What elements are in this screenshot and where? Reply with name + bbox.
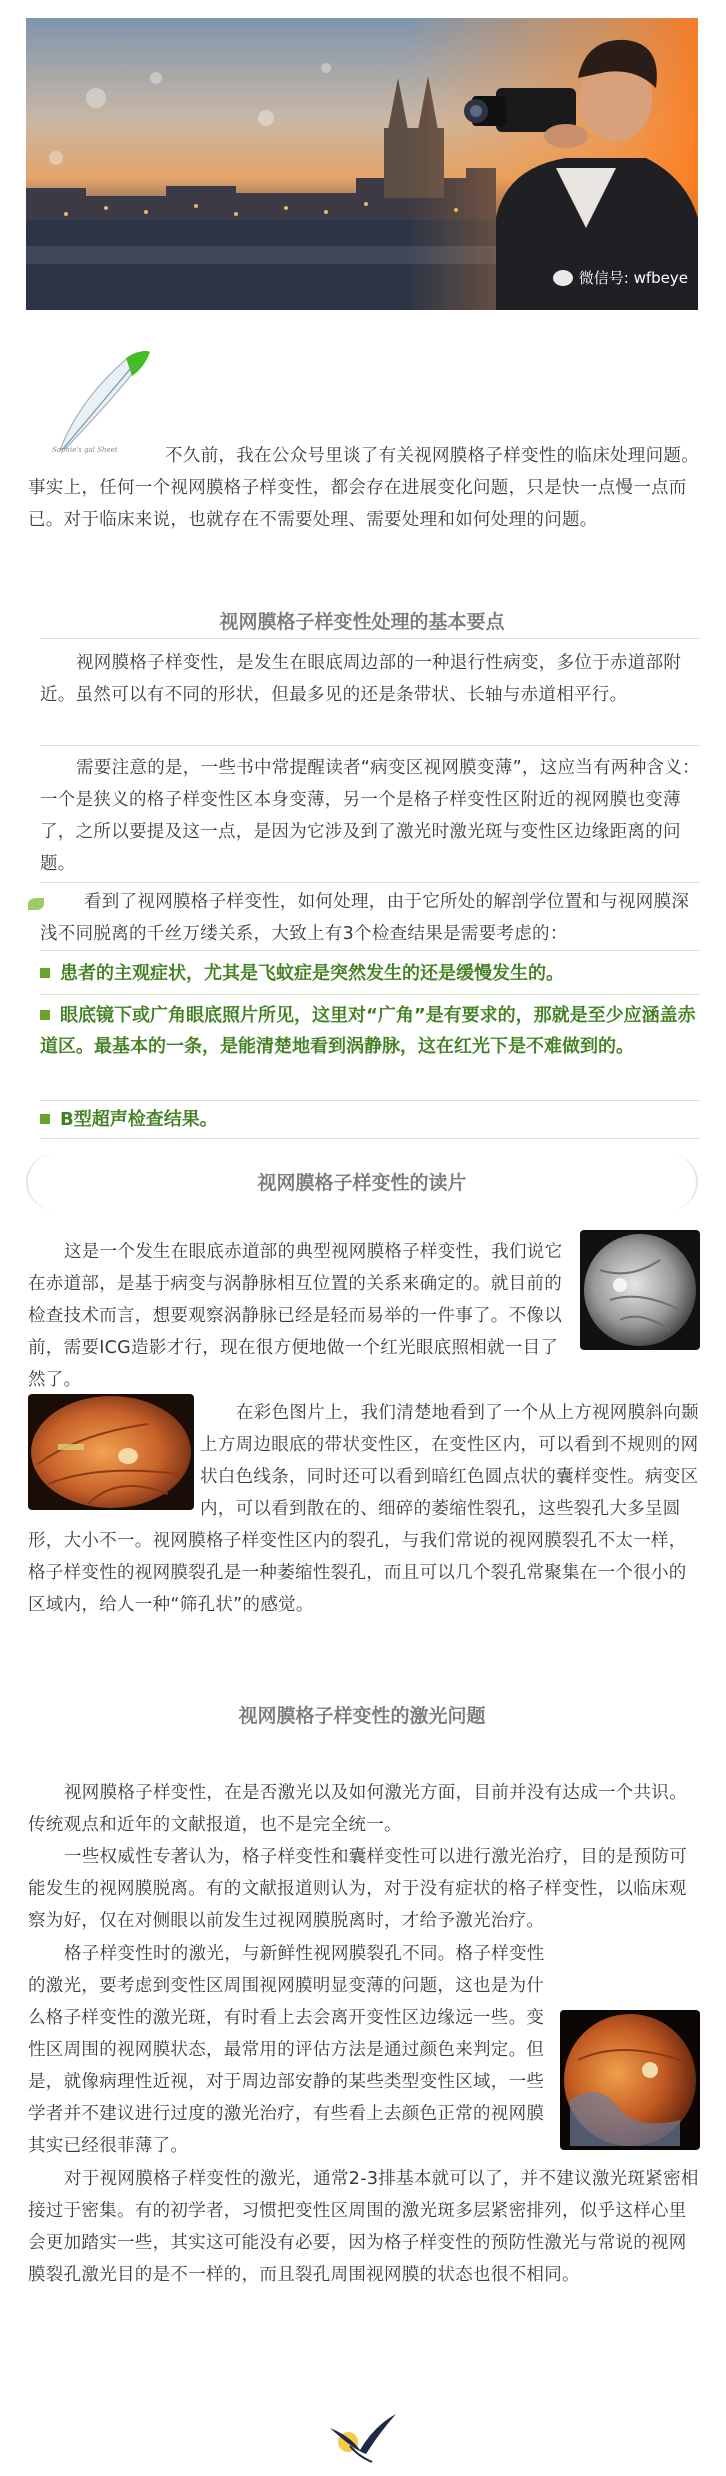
- section2-paragraph-1: 这是一个发生在眼底赤道部的典型视网膜格子样变性，我们说它在赤道部，是基于病变与涡静脉相互位置的关系来确定的。就目前的检查技术而言，想要观察涡静脉已经是轻而易举的一件事了。不像以前，需要ICG造影才行，现在很方便地做一个红光眼底照相就一目了然了。: [28, 1242, 563, 1390]
- bullet-icon: [40, 1114, 50, 1124]
- divider: [40, 1100, 700, 1101]
- section1-title: 视网膜格子样变性处理的基本要点: [219, 611, 505, 633]
- divider: [40, 882, 700, 883]
- header-banner: [26, 18, 698, 310]
- bullet-icon: [40, 968, 50, 978]
- section1-paragraph-3: 看到了视网膜格子样变性，如何处理，由于它所处的解剖学位置和与视网膜深浅不同脱离的千丝万缕关系，大致上有3个检查结果是需要考虑的：: [40, 892, 690, 944]
- divider: [40, 994, 700, 995]
- swallow-bird-icon: [320, 2406, 400, 2466]
- wechat-watermark: 微信号: wfbeye: [553, 267, 688, 288]
- check-item-3: B型超声检查结果。: [40, 1104, 700, 1135]
- divider: [40, 745, 700, 746]
- quill-caption: Sophie's gal Sheet: [52, 446, 118, 454]
- section3-paragraph-1: 视网膜格子样变性，在是否激光以及如何激光方面，目前并没有达成一个共识。传统观点和近年的文献报道，也不是完全统一。: [28, 1783, 687, 1835]
- section3-title: 视网膜格子样变性的激光问题: [238, 1705, 486, 1727]
- divider: [40, 1138, 700, 1139]
- section2-title: 视网膜格子样变性的读片: [257, 1172, 467, 1194]
- section1-paragraph-2: 需要注意的是，一些书中常提醒读者“病变区视网膜变薄”，这应当有两种含义：一个是狭义的格子样变性区本身变薄，另一个是格子样变性区附近的视网膜也变薄了，之所以要提及这一点，是因为它涉及到了激光时激光斑与变性区边缘距离的问题。: [40, 758, 700, 874]
- intro-paragraph: 不久前，我在公众号里谈了有关视网膜格子样变性的临床处理问题。事实上，任何一个视网膜格子样变性，都会存在进展变化问题，只是快一点慢一点而已。对于临床来说，也就存在不需要处理、需要处理和如何处理的问题。: [28, 446, 699, 530]
- wechat-icon: [553, 270, 573, 286]
- bullet-icon: [40, 1010, 50, 1020]
- section1-paragraph-1: 视网膜格子样变性，是发生在眼底周边部的一种退行性病变，多位于赤道部附近。虽然可以有不同的形状，但最多见的还是条带状、长轴与赤道相平行。: [40, 653, 682, 705]
- section3-paragraph-4: 对于视网膜格子样变性的激光，通常2-3排基本就可以了，并不建议激光斑紧密相接过于密集。有的初学者，习惯把变性区周围的激光斑多层紧密排列，似乎这样心里会更加踏实一些，其实这可能没有必要，因为格子样变性的预防性激光与常说的视网膜裂孔激光目的是不一样的，而且裂孔周围视网膜的状态也很不相同。: [28, 2169, 699, 2285]
- section3-paragraph-3: 格子样变性时的激光，与新鲜性视网膜裂孔不同。格子样变性的激光，要考虑到变性区周围视网膜明显变薄的问题，这也是为什么格子样变性的激光斑，有时看上去会离开变性区边缘远一些。变性区周围的视网膜状态，最常用的评估方法是通过颜色来判定。但是，就像病理性近视，对于周边部安静的某些类型变性区域，一些学者并不建议进行过度的激光治疗，有些看上去颜色正常的视网膜其实已经很菲薄了。: [28, 1944, 545, 2156]
- divider: [40, 638, 700, 639]
- check-item-1: 患者的主观症状，尤其是飞蚊症是突然发生的还是缓慢发生的。: [40, 958, 700, 989]
- section3-paragraph-2: 一些权威性专著认为，格子样变性和囊样变性可以进行激光治疗，目的是预防可能发生的视网膜脱离。有的文献报道则认为，对于没有症状的格子样变性，以临床观察为好，仅在对侧眼以前发生过视网膜脱离时，才给予激光治疗。: [28, 1847, 687, 1931]
- check-item-2: 眼底镜下或广角眼底照片所见，这里对“广角”是有要求的，那就是至少应涵盖赤道区。最基本的一条，是能清楚地看到涡静脉，这在红光下是不难做到的。: [40, 1005, 696, 1057]
- divider: [40, 950, 700, 951]
- section2-paragraph-2: 在彩色图片上，我们清楚地看到了一个从上方视网膜斜向颞上方周边眼底的带状变性区，在变性区内，可以看到不规则的网状白色线条，同时还可以看到暗红色圆点状的囊样变性。病变区内，可以看到散在的、细碎的萎缩性裂孔，这些裂孔大多呈圆形，大小不一。视网膜格子样变性区内的裂孔，与我们常说的视网膜裂孔不太一样，格子样变性的视网膜裂孔是一种萎缩性裂孔，而且可以几个裂孔常聚集在一个很小的区域内，给人一种“筛孔状”的感觉。: [28, 1403, 699, 1615]
- red-free-fundus-photo: [580, 1230, 700, 1350]
